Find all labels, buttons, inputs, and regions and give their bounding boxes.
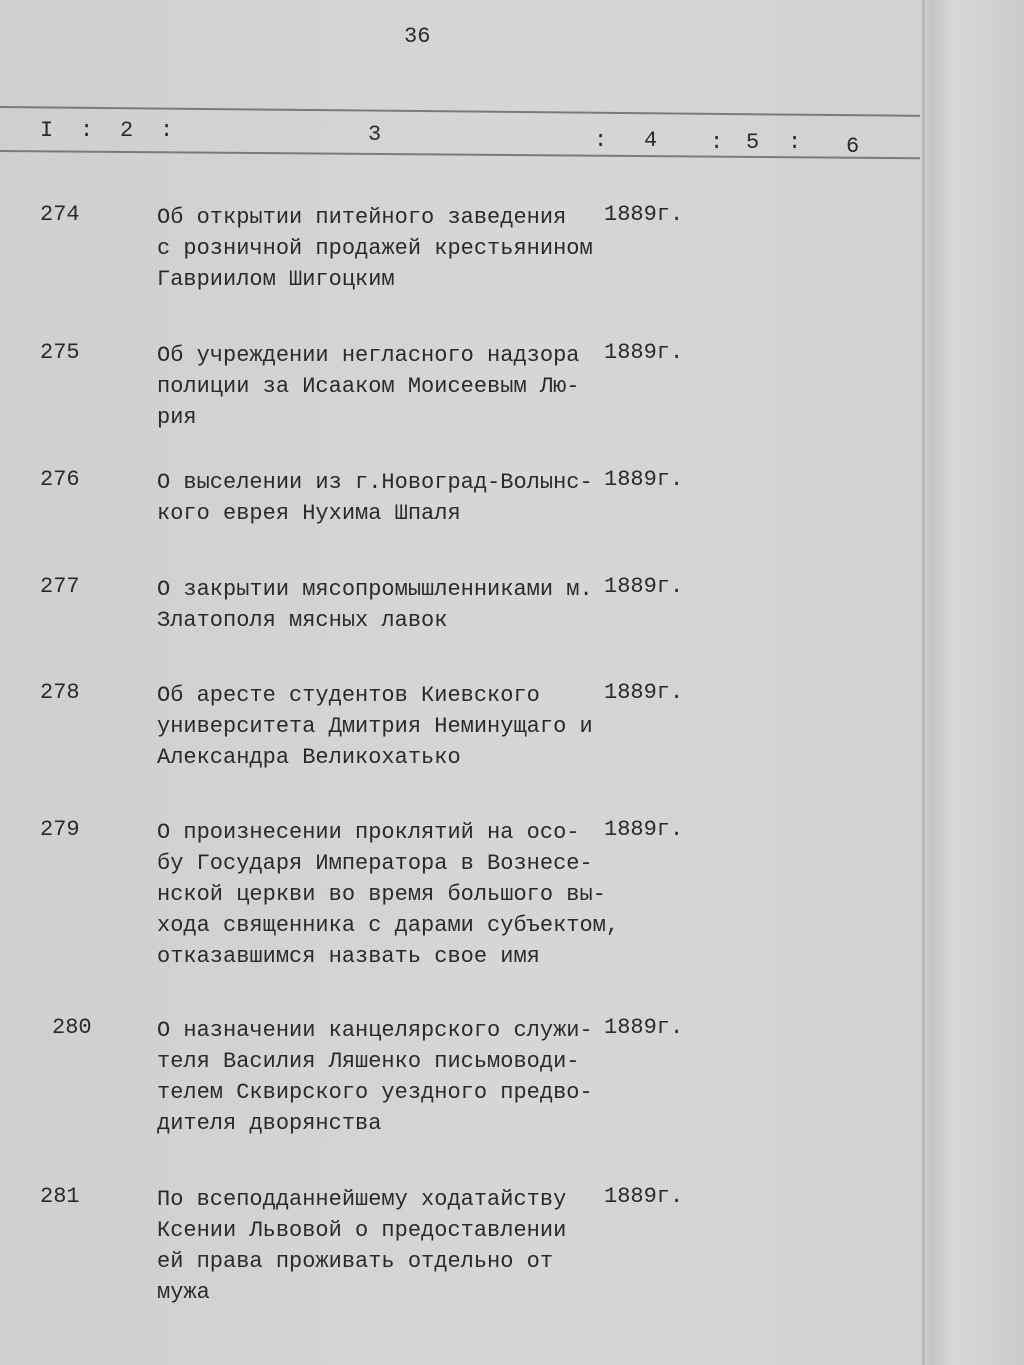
column-header-2: 2 — [120, 118, 134, 143]
entry-title-line: О назначении канцелярского служи- — [157, 1018, 593, 1043]
entry-title-line: бу Государя Императора в Вознесе- — [157, 851, 593, 876]
entry-year: 1889г. — [604, 467, 684, 492]
entry-title-line: Гавриилом Шигоцким — [157, 267, 395, 292]
entry-title-line: О закрытии мясопромышленниками м. — [157, 577, 593, 602]
entry-title-line: университета Дмитрия Неминущаго и — [157, 714, 593, 739]
entry-title-line: Златополя мясных лавок — [157, 608, 448, 633]
column-separator: : — [710, 130, 724, 155]
entry-number: 276 — [40, 467, 80, 492]
entry-number: 279 — [40, 817, 80, 842]
column-header-4: 4 — [644, 128, 658, 153]
entry-title-line: О произнесении проклятий на осо- — [157, 820, 580, 845]
column-separator: : — [160, 118, 174, 143]
entry-title — [157, 467, 593, 529]
entry-title — [157, 340, 579, 433]
entry-number: 277 — [40, 574, 80, 599]
column-header-5: 5 — [746, 130, 760, 155]
entry-title — [157, 1015, 593, 1139]
entry-title-line: Об учреждении негласного надзора — [157, 343, 580, 368]
entry-year: 1889г. — [604, 817, 684, 842]
entry-title-line: теля Василия Ляшенко письмоводи- — [157, 1049, 580, 1074]
entry-year: 1889г. — [604, 340, 684, 365]
column-header-6: 6 — [846, 134, 860, 159]
entry-title-line: ей права проживать отдельно от — [157, 1249, 554, 1274]
entry-title-line: нской церкви во время большого вы- — [157, 882, 606, 907]
entry-year: 1889г. — [604, 680, 684, 705]
entry-title-line: полиции за Исааком Моисеевым Лю- — [157, 374, 580, 399]
entry-title-line: О выселении из г.Новоград-Волынс- — [157, 470, 593, 495]
entry-title-line: хода священника с дарами субъектом, — [157, 913, 620, 938]
entry-number: 281 — [40, 1184, 80, 1209]
entry-year: 1889г. — [604, 1015, 684, 1040]
entry-title-line: Александра Великохатько — [157, 745, 461, 770]
entry-title-line: дителя дворянства — [157, 1111, 382, 1136]
entry-title-line: По всеподданнейшему ходатайству — [157, 1187, 567, 1212]
entry-title — [157, 1184, 566, 1308]
entry-title-line: рия — [157, 405, 197, 430]
page-edge — [922, 0, 925, 1365]
entry-title-line: телем Сквирского уездного предво- — [157, 1080, 593, 1105]
column-separator: : — [80, 118, 94, 143]
entry-title-line: Об аресте студентов Киевского — [157, 683, 540, 708]
entry-year: 1889г. — [604, 574, 684, 599]
entry-number: 275 — [40, 340, 80, 365]
column-header-1: I — [40, 118, 54, 143]
entry-title-line: кого еврея Нухима Шпаля — [157, 501, 461, 526]
header-bottom-rule — [0, 150, 920, 159]
entry-year: 1889г. — [604, 202, 684, 227]
header-top-rule — [0, 106, 920, 117]
entry-number: 274 — [40, 202, 80, 227]
entry-title-line: с розничной продажей крестьянином — [157, 236, 593, 261]
entry-year: 1889г. — [604, 1184, 684, 1209]
entry-title — [157, 202, 593, 295]
entry-number: 280 — [52, 1015, 92, 1040]
entry-title — [157, 817, 619, 972]
entry-number: 278 — [40, 680, 80, 705]
column-separator: : — [594, 128, 608, 153]
entry-title-line: отказавшимся назвать свое имя — [157, 944, 540, 969]
entry-title-line: Об открытии питейного заведения — [157, 205, 567, 230]
column-separator: : — [788, 130, 802, 155]
column-header-3: 3 — [368, 122, 382, 147]
entry-title-line: мужа — [157, 1280, 210, 1305]
entry-title-line: Ксении Львовой о предоставлении — [157, 1218, 567, 1243]
entry-title — [157, 680, 593, 773]
page-number: 36 — [404, 24, 431, 49]
entry-title — [157, 574, 593, 636]
